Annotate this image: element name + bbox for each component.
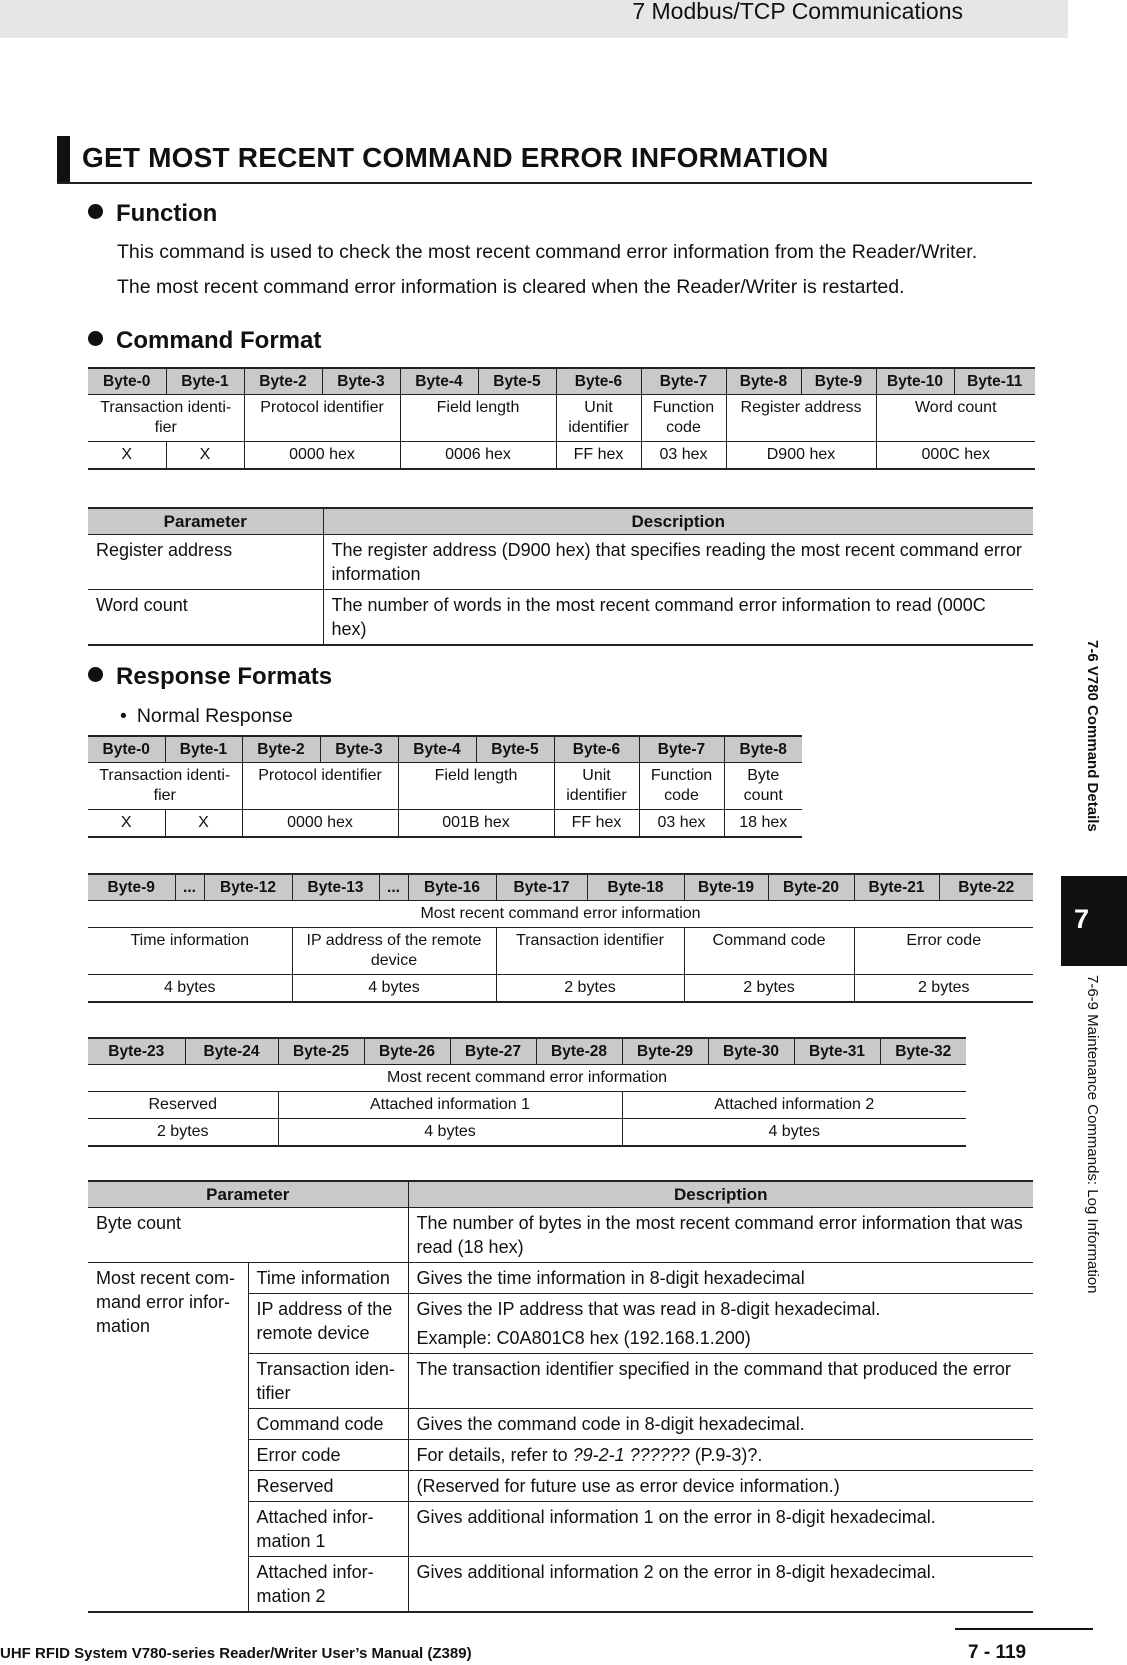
byte-label: Byte-8 (724, 736, 802, 763)
size-cell: 4 bytes (292, 975, 496, 1003)
byte-label: Byte-4 (398, 736, 476, 763)
parameter-description: The register address (D900 hex) that specifies reading the most recent command error information (323, 535, 1033, 590)
field-cell: Register address (726, 395, 876, 442)
field-cell: Reserved (88, 1092, 278, 1119)
command-format-heading: Command Format (88, 327, 321, 355)
bullet-icon (88, 667, 103, 682)
parameter-group-name: Most recent com-mand error infor-mation (88, 1263, 248, 1613)
cross-reference-link[interactable]: ?9-2-1 ?????? (572, 1445, 690, 1465)
function-line-2: The most recent command error information is cleared when the Reader/Writer is restarted. (117, 276, 905, 298)
chapter-title: 7 Modbus/TCP Communications (632, 0, 963, 24)
byte-label: Byte-5 (478, 368, 556, 395)
section-title-bar (57, 136, 70, 182)
byte-label: Byte-29 (622, 1038, 708, 1065)
parameter-description: Gives additional information 2 on the error in 8-digit hexadecimal. (408, 1557, 1033, 1613)
parameter-row (88, 1208, 1033, 1263)
parameter-row (88, 590, 1033, 646)
field-cell: Time information (88, 928, 292, 975)
field-cell: Field length (400, 395, 556, 442)
byte-label: Byte-23 (88, 1038, 185, 1065)
size-cell: 4 bytes (278, 1119, 622, 1147)
parameter-header: Parameter (88, 1181, 408, 1208)
value-row (88, 810, 802, 838)
byte-label: Byte-28 (536, 1038, 622, 1065)
response-table-2 (88, 873, 1033, 1003)
byte-label: Byte-21 (854, 874, 939, 901)
byte-label: Byte-17 (496, 874, 587, 901)
byte-label: Byte-6 (554, 736, 639, 763)
byte-label: Byte-30 (708, 1038, 794, 1065)
field-row (88, 395, 1035, 442)
field-cell: Field length (398, 763, 554, 810)
byte-label: Byte-20 (768, 874, 854, 901)
side-subsection-label: 7-6-9 Maintenance Commands: Log Information (1084, 975, 1101, 1294)
size-cell: 2 bytes (496, 975, 684, 1003)
byte-label: Byte-24 (185, 1038, 278, 1065)
value-cell: 0000 hex (244, 442, 400, 470)
sub-parameter-name: Command code (248, 1409, 408, 1440)
parameter-description: Gives the command code in 8-digit hexadecimal. (408, 1409, 1033, 1440)
bullet-icon (88, 331, 103, 346)
field-cell: Error code (854, 928, 1033, 975)
parameter-description: (Reserved for future use as error device information.) (408, 1471, 1033, 1502)
value-row (88, 442, 1035, 470)
size-cell: 4 bytes (622, 1119, 966, 1147)
description-header: Description (323, 508, 1033, 535)
response-formats-heading: Response Formats (88, 663, 332, 691)
parameter-header-row (88, 1181, 1033, 1208)
byte-label: Byte-6 (556, 368, 641, 395)
value-cell: X (166, 442, 244, 470)
value-cell: 03 hex (641, 442, 726, 470)
byte-label: Byte-31 (794, 1038, 880, 1065)
byte-label: Byte-1 (166, 368, 244, 395)
byte-label: Byte-9 (88, 874, 175, 901)
byte-header-row (88, 1038, 966, 1065)
parameter-description: Gives the IP address that was read in 8-digit hexadecimal. Example: C0A801C8 hex (192.168.1.200) (408, 1294, 1033, 1354)
field-cell: Transaction identi-fier (88, 395, 244, 442)
parameter-description: The number of words in the most recent command error information to read (000C hex) (323, 590, 1033, 646)
parameter-row (88, 535, 1033, 590)
sub-parameter-name: Reserved (248, 1471, 408, 1502)
page-number: 7 - 119 (968, 1642, 1027, 1663)
field-cell: Function code (641, 395, 726, 442)
parameter-description: Gives the time information in 8-digit hexadecimal (408, 1263, 1033, 1294)
section-title (57, 136, 1032, 184)
group-cell: Most recent command error information (88, 901, 1033, 928)
byte-label: Byte-9 (801, 368, 876, 395)
field-cell: Protocol identifier (244, 395, 400, 442)
parameter-description: Gives additional information 1 on the error in 8-digit hexadecimal. (408, 1502, 1033, 1557)
byte-label: Byte-0 (88, 368, 166, 395)
parameter-header: Parameter (88, 508, 323, 535)
byte-label: Byte-19 (684, 874, 768, 901)
normal-response-label: • Normal Response (120, 705, 293, 727)
command-format-table (88, 367, 1035, 470)
sub-parameter-name: Error code (248, 1440, 408, 1471)
value-cell: 001B hex (398, 810, 554, 838)
field-cell: Unit identifier (554, 763, 639, 810)
byte-header-row (88, 368, 1035, 395)
group-row (88, 1065, 966, 1092)
parameter-row (88, 1263, 1033, 1294)
byte-label: ... (175, 874, 204, 901)
parameter-name: Word count (88, 590, 323, 646)
value-cell: 03 hex (639, 810, 724, 838)
description-header: Description (408, 1181, 1033, 1208)
value-cell: FF hex (554, 810, 639, 838)
command-parameter-table (88, 507, 1033, 646)
value-cell: X (88, 810, 165, 838)
size-cell: 2 bytes (88, 1119, 278, 1147)
field-cell: Byte count (724, 763, 802, 810)
function-line-1: This command is used to check the most recent command error information from the Reader/Writer. (117, 241, 978, 263)
value-cell: FF hex (556, 442, 641, 470)
byte-label: Byte-27 (450, 1038, 536, 1065)
response-table-3 (88, 1037, 966, 1147)
byte-label: Byte-4 (400, 368, 478, 395)
byte-label: Byte-22 (939, 874, 1033, 901)
byte-label: Byte-5 (476, 736, 554, 763)
field-cell: Protocol identifier (242, 763, 398, 810)
byte-label: Byte-2 (242, 736, 320, 763)
byte-label: Byte-25 (278, 1038, 364, 1065)
value-cell: X (165, 810, 242, 838)
chapter-tab: 7 (1061, 876, 1127, 966)
field-cell: Transaction identi-fier (88, 763, 242, 810)
parameter-description: The number of bytes in the most recent command error information that was read (18 hex) (408, 1208, 1033, 1263)
field-row (88, 1092, 966, 1119)
byte-label: Byte-2 (244, 368, 322, 395)
byte-label: Byte-3 (320, 736, 398, 763)
byte-label: Byte-26 (364, 1038, 450, 1065)
size-row (88, 975, 1033, 1003)
response-table-1 (88, 735, 802, 838)
byte-label: Byte-0 (88, 736, 165, 763)
value-cell: 18 hex (724, 810, 802, 838)
byte-label: Byte-10 (876, 368, 954, 395)
size-cell: 2 bytes (684, 975, 854, 1003)
function-heading: Function (88, 200, 217, 228)
byte-label: ... (379, 874, 408, 901)
field-row (88, 928, 1033, 975)
sub-parameter-name: Attached infor-mation 1 (248, 1502, 408, 1557)
sub-parameter-name: Attached infor-mation 2 (248, 1557, 408, 1613)
value-cell: 0000 hex (242, 810, 398, 838)
size-row (88, 1119, 966, 1147)
size-cell: 4 bytes (88, 975, 292, 1003)
field-cell: IP address of the remote device (292, 928, 496, 975)
field-cell: Unit identifier (556, 395, 641, 442)
byte-label: Byte-32 (880, 1038, 966, 1065)
byte-header-row (88, 736, 802, 763)
field-row (88, 763, 802, 810)
value-cell: 0006 hex (400, 442, 556, 470)
header-bar (0, 0, 1068, 38)
sub-parameter-name: Transaction iden-tifier (248, 1354, 408, 1409)
sub-parameter-name: IP address of the remote device (248, 1294, 408, 1354)
group-row (88, 901, 1033, 928)
byte-label: Byte-7 (639, 736, 724, 763)
parameter-description: For details, refer to ?9-2-1 ?????? (P.9-3)?. (408, 1440, 1033, 1471)
value-cell: X (88, 442, 166, 470)
byte-label: Byte-1 (165, 736, 242, 763)
size-cell: 2 bytes (854, 975, 1033, 1003)
field-cell: Command code (684, 928, 854, 975)
byte-label: Byte-7 (641, 368, 726, 395)
side-section-label: 7-6 V780 Command Details (1084, 640, 1101, 832)
byte-label: Byte-18 (587, 874, 684, 901)
byte-label: Byte-3 (322, 368, 400, 395)
field-cell: Attached information 2 (622, 1092, 966, 1119)
footer-manual-title: UHF RFID System V780-series Reader/Writer User’s Manual (Z389) (0, 1645, 472, 1662)
parameter-name: Register address (88, 535, 323, 590)
sub-parameter-name: Time information (248, 1263, 408, 1294)
group-cell: Most recent command error information (88, 1065, 966, 1092)
field-cell: Function code (639, 763, 724, 810)
footer-rule (955, 1628, 1093, 1630)
byte-header-row (88, 874, 1033, 901)
parameter-name: Byte count (88, 1208, 408, 1263)
byte-label: Byte-13 (292, 874, 379, 901)
byte-label: Byte-12 (204, 874, 292, 901)
section-title-text: GET MOST RECENT COMMAND ERROR INFORMATION (82, 142, 829, 173)
byte-label: Byte-11 (954, 368, 1035, 395)
value-cell: 000C hex (876, 442, 1035, 470)
field-cell: Word count (876, 395, 1035, 442)
parameter-description: The transaction identifier specified in the command that produced the error (408, 1354, 1033, 1409)
response-parameter-table (88, 1180, 1033, 1613)
byte-label: Byte-16 (408, 874, 496, 901)
byte-label: Byte-8 (726, 368, 801, 395)
parameter-header-row (88, 508, 1033, 535)
field-cell: Attached information 1 (278, 1092, 622, 1119)
value-cell: D900 hex (726, 442, 876, 470)
bullet-icon (88, 204, 103, 219)
field-cell: Transaction identifier (496, 928, 684, 975)
